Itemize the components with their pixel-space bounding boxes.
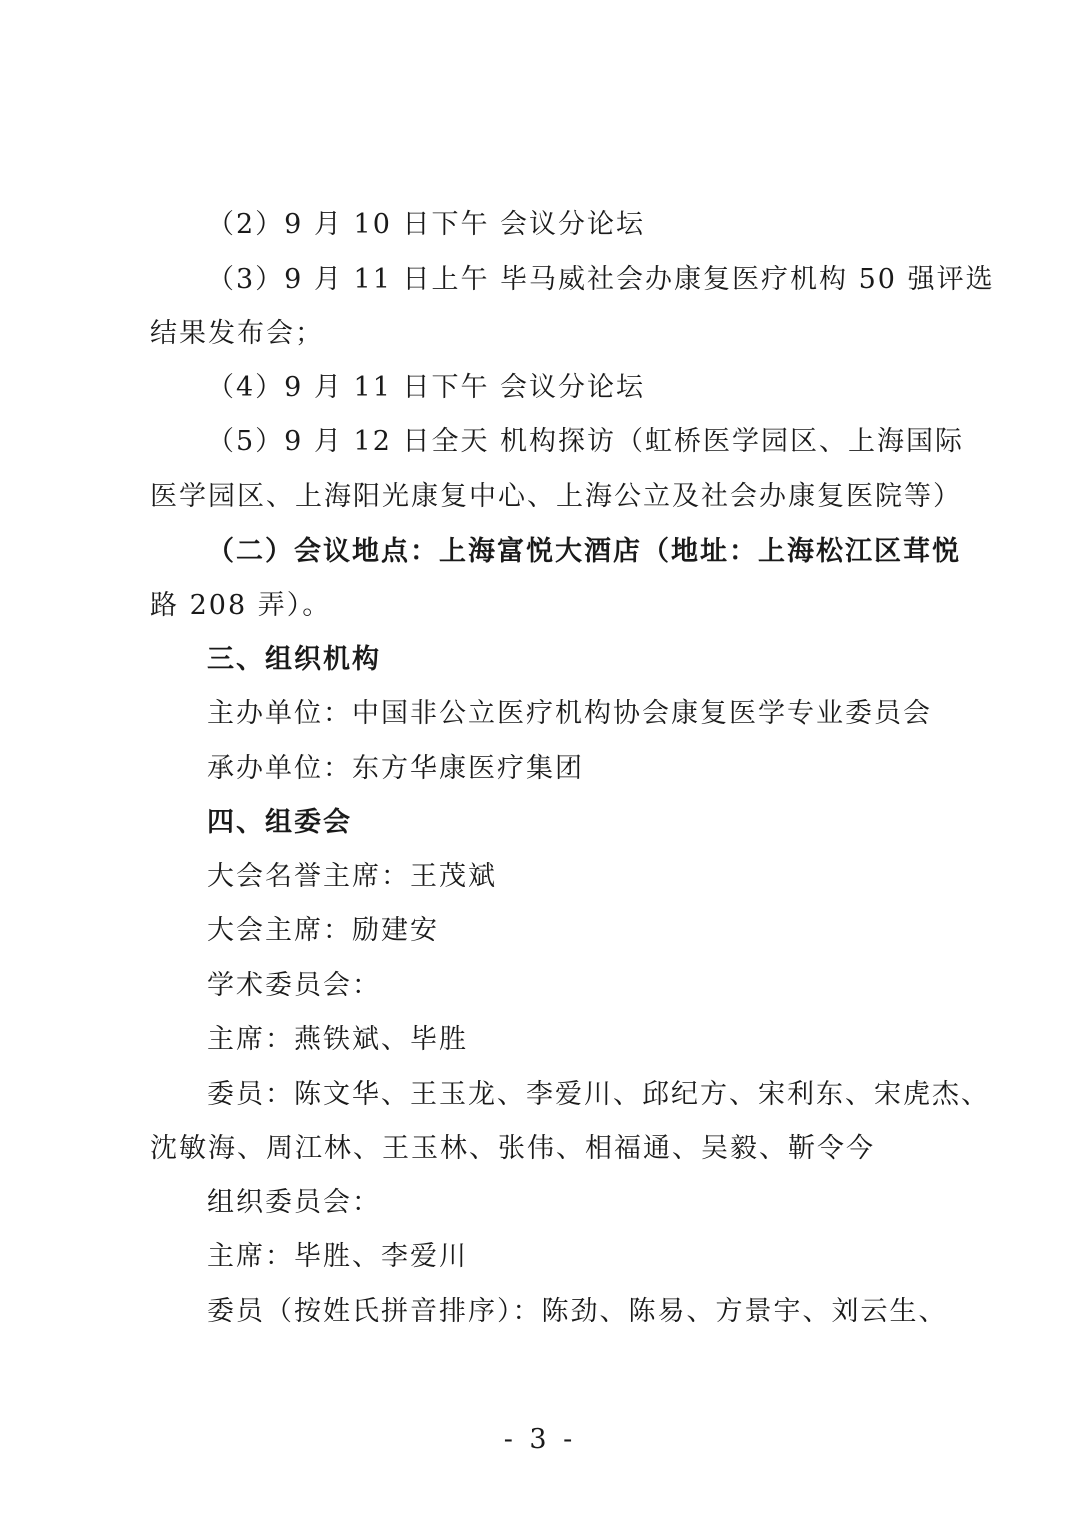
academic-committee-members: 委员：陈文华、王玉龙、李爱川、邱纪方、宋利东、宋虎杰、 [207,1079,990,1110]
academic-committee-title: 学术委员会： [207,970,381,1001]
venue-paragraph: （二）会议地点：上海富悦大酒店（地址：上海松江区茸悦 [207,536,961,567]
agenda-item-4: （4）9 月 11 日下午 会议分论坛 [207,372,646,403]
section-heading-organizers: 三、组织机构 [207,644,381,675]
agenda-item-5: （5）9 月 12 日全天 机构探访（虹桥医学园区、上海国际 [207,426,965,457]
agenda-item-3: （3）9 月 11 日上午 毕马威社会办康复医疗机构 50 强评选 [207,264,995,295]
academic-committee-chairs: 主席：燕铁斌、毕胜 [207,1024,468,1055]
section-heading-committee: 四、组委会 [207,807,352,838]
agenda-item-5-cont: 医学园区、上海阳光康复中心、上海公立及社会办康复医院等） [150,481,962,512]
organizing-committee-chairs: 主席：毕胜、李爱川 [207,1241,468,1272]
agenda-item-3-cont: 结果发布会； [150,318,324,349]
organizer-unit: 承办单位：东方华康医疗集团 [207,753,584,784]
academic-committee-members-cont: 沈敏海、周江林、王玉林、张伟、相福通、吴毅、靳令今 [150,1133,875,1164]
organizing-committee-members: 委员（按姓氏拼音排序）：陈劲、陈易、方景宇、刘云生、 [207,1296,948,1327]
conference-chair: 大会主席：励建安 [207,915,439,946]
honorary-chair: 大会名誉主席：王茂斌 [207,861,497,892]
host-unit: 主办单位：中国非公立医疗机构协会康复医学专业委员会 [207,698,932,729]
venue-paragraph-cont: 路 208 弄）。 [150,590,332,621]
agenda-item-2: （2）9 月 10 日下午 会议分论坛 [207,209,646,240]
organizing-committee-title: 组织委员会： [207,1187,381,1218]
page-number: - 3 - [503,1424,577,1455]
